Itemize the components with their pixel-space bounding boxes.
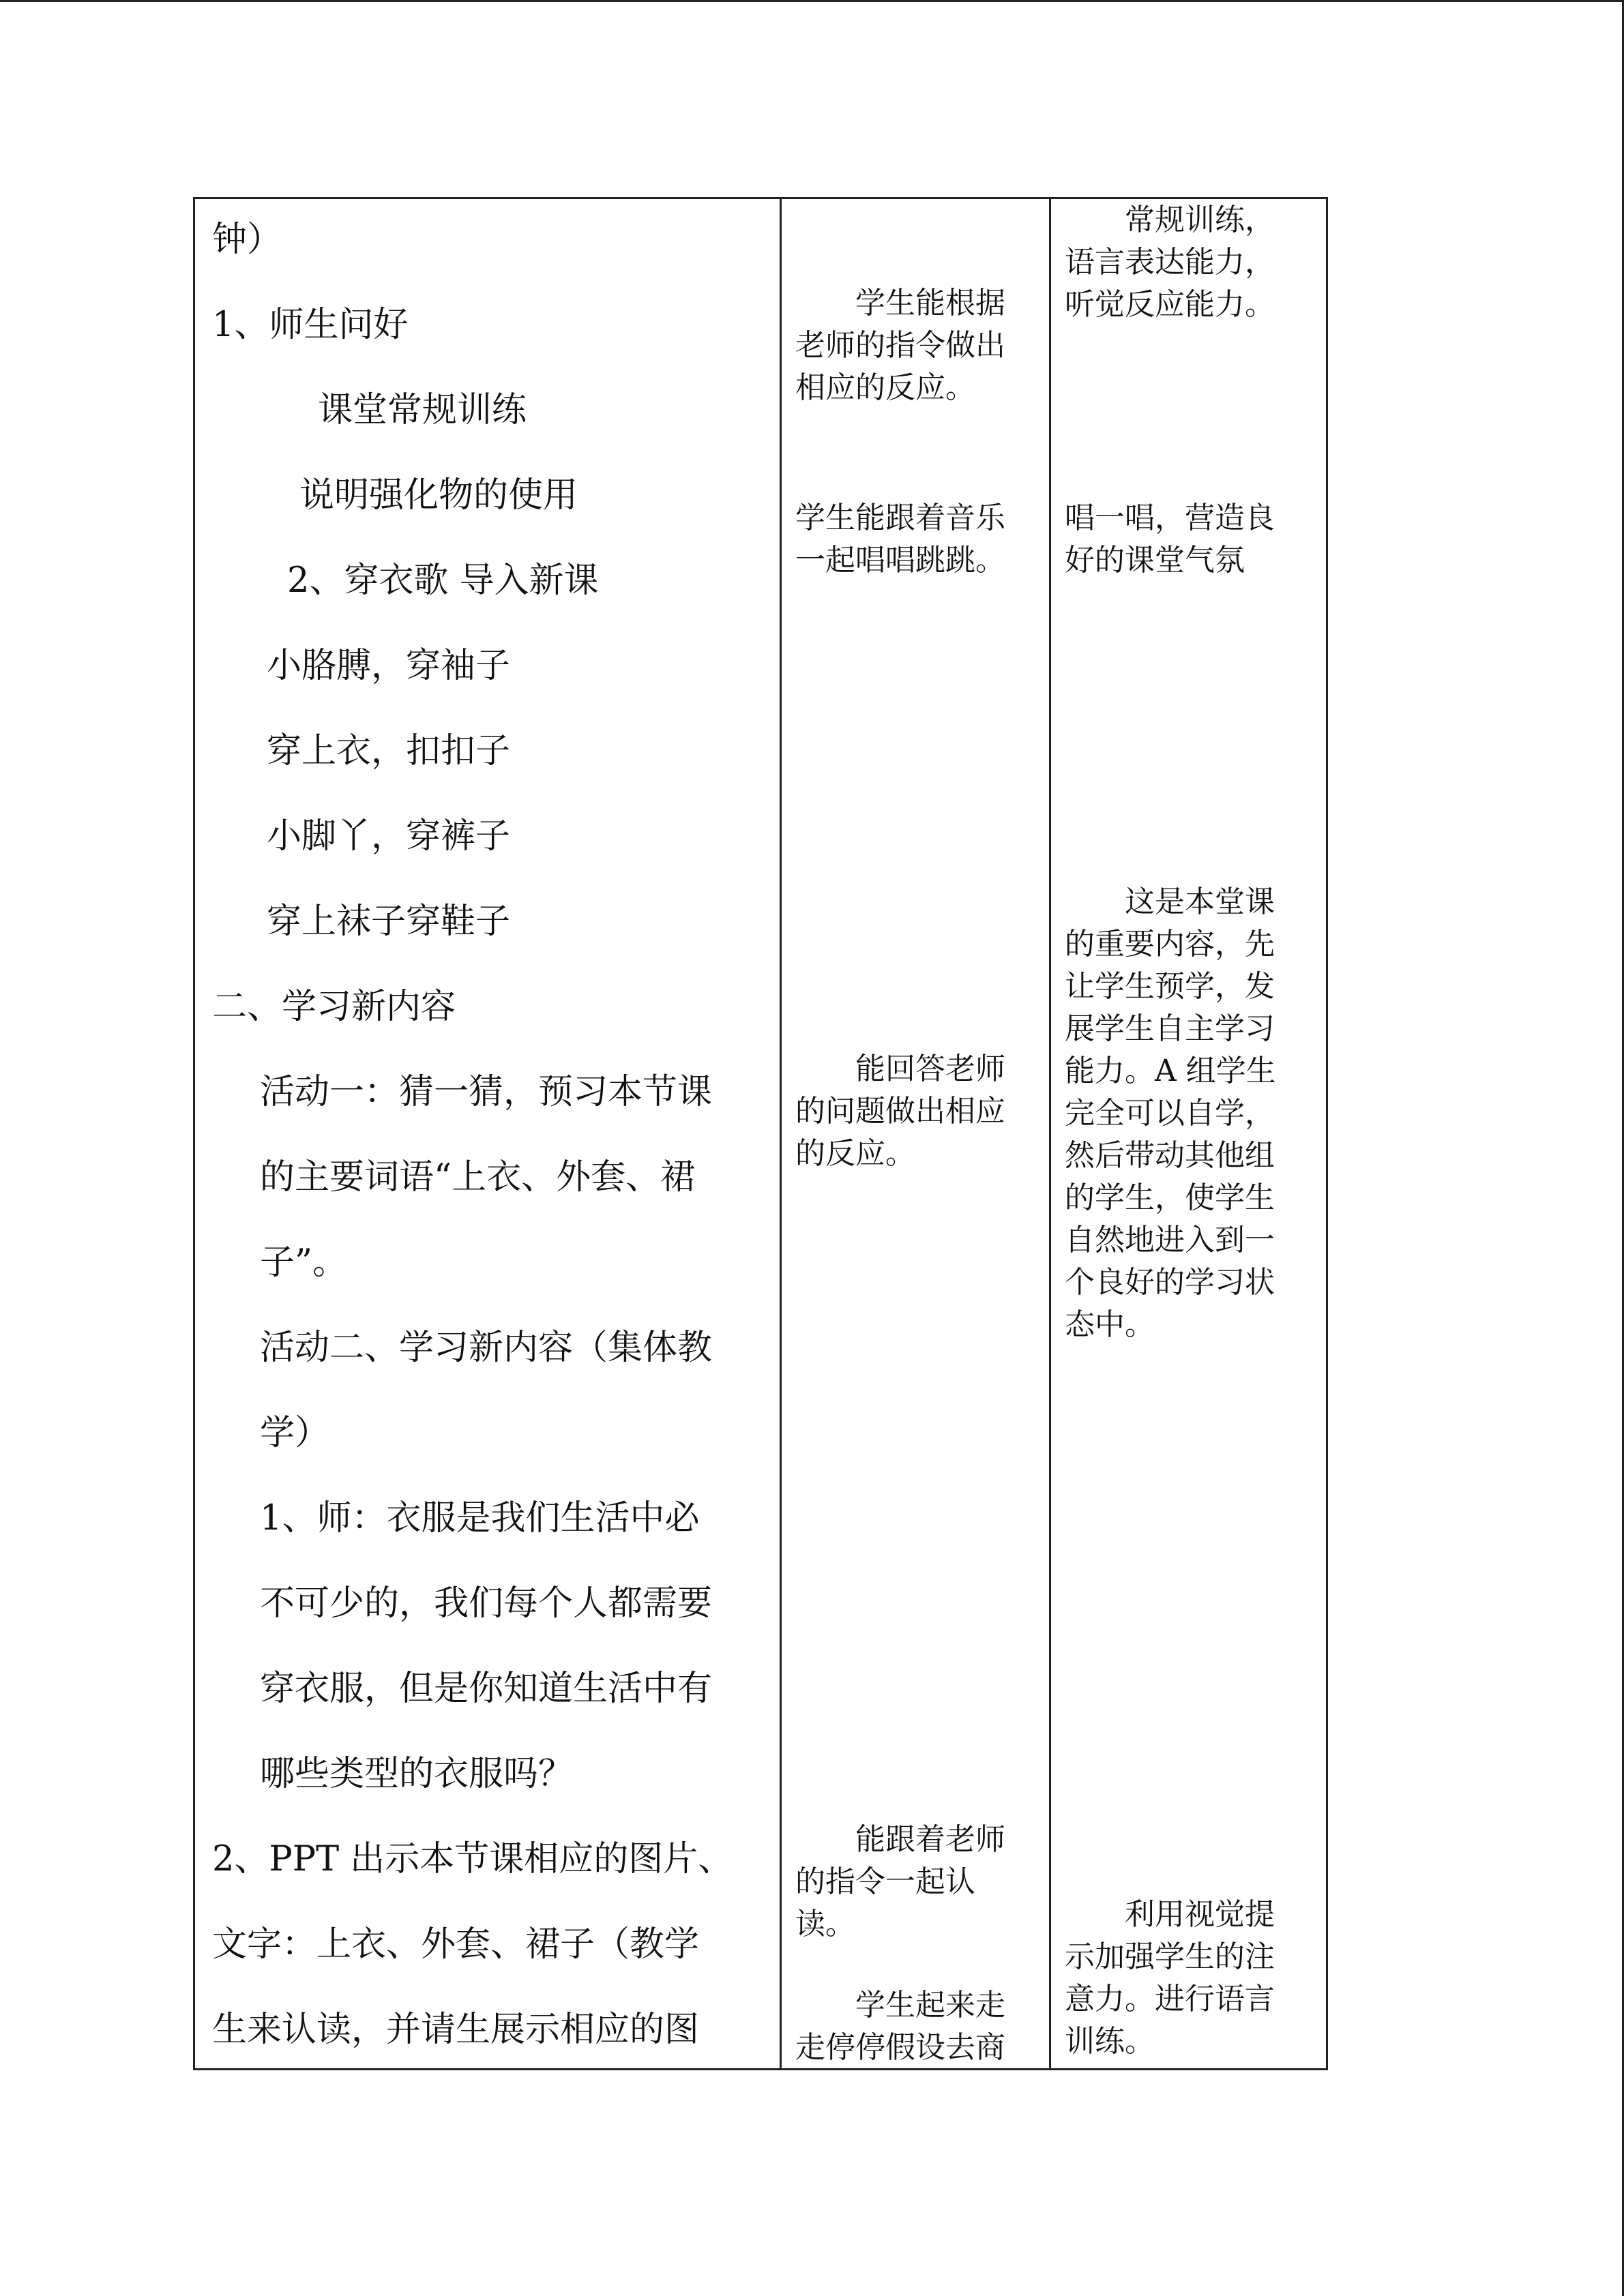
teaching-line: 哪些类型的衣服吗？	[260, 1754, 574, 1794]
teaching-line: 活动一：猜一猜，预习本节课	[260, 1072, 713, 1112]
text-line: 展学生自主学习	[1065, 1011, 1275, 1046]
design-intent-text	[1065, 497, 1275, 582]
student-activity-text	[795, 1819, 1005, 1945]
text-line: 完全可以自学，	[1065, 1096, 1275, 1131]
text-line: 的指令一起认	[795, 1864, 975, 1899]
text-line: 语言表达能力，	[1065, 245, 1275, 280]
teaching-line: 说明强化物的使用	[299, 475, 578, 516]
teaching-line: 二、学习新内容	[212, 987, 456, 1027]
lesson-plan-table	[193, 197, 1328, 2070]
text-line: 让学生预学，发	[1065, 969, 1275, 1004]
teaching-line: 不可少的，我们每个人都需要	[260, 1583, 713, 1624]
text-line: 个良好的学习状	[1065, 1265, 1275, 1300]
design-intent-text	[1065, 199, 1275, 326]
text-line: 的重要内容，先	[1065, 927, 1275, 961]
column-divider-1	[780, 199, 782, 2068]
text-line: 学生起来走	[795, 1988, 1005, 2023]
teaching-line: 2、PPT 出示本节课相应的图片、	[212, 1839, 733, 1879]
text-line: 常规训练，	[1065, 203, 1275, 237]
text-line: 好的课堂气氛	[1065, 543, 1245, 578]
teaching-line: 学）	[260, 1413, 330, 1453]
text-line: 听觉反应能力。	[1065, 287, 1275, 322]
teaching-line: 1、师：衣服是我们生活中必	[260, 1498, 700, 1538]
teaching-line: 小胳膊，穿袖子	[267, 646, 511, 686]
text-line: 示加强学生的注	[1065, 1939, 1275, 1974]
teaching-line: 2、穿衣歌 导入新课	[287, 561, 599, 601]
text-line: 的学生，使学生	[1065, 1180, 1275, 1215]
student-activity-text	[795, 1048, 1005, 1175]
teaching-line: 穿上衣，扣扣子	[267, 731, 511, 771]
text-line: 唱一唱，营造良	[1065, 501, 1275, 535]
teaching-line: 1、师生问好	[212, 305, 409, 345]
text-line: 学生能跟着音乐	[795, 501, 1005, 535]
text-line: 意力。进行语言	[1065, 1982, 1275, 2016]
column-divider-2	[1049, 199, 1051, 2068]
page-edge-top	[0, 0, 1624, 2]
text-line: 老师的指令做出	[795, 328, 1005, 363]
teaching-line: 子”。	[260, 1242, 348, 1283]
student-activity-text	[795, 1984, 1005, 2069]
text-line: 能回答老师	[795, 1052, 1005, 1086]
teaching-line: 的主要词语“上衣、外套、裙	[260, 1157, 696, 1197]
student-activity-text	[795, 497, 1005, 582]
teaching-line: 活动二、学习新内容（集体教	[260, 1328, 713, 1368]
text-line: 能力。A 组学生	[1065, 1054, 1276, 1088]
design-intent-text	[1065, 881, 1276, 1346]
text-line: 自然地进入到一	[1065, 1223, 1275, 1257]
student-activity-text	[795, 282, 1005, 409]
teaching-line: 小脚丫，穿裤子	[267, 816, 511, 856]
text-line: 相应的反应。	[795, 370, 975, 405]
teaching-line: 文字：上衣、外套、裙子（教学	[212, 1924, 700, 1965]
design-intent-text	[1065, 1894, 1275, 2063]
text-line: 学生能根据	[795, 286, 1005, 320]
text-line: 利用视觉提	[1065, 1897, 1275, 1932]
text-line: 然后带动其他组	[1065, 1138, 1275, 1173]
text-line: 态中。	[1065, 1307, 1155, 1342]
teaching-line: 钟）	[212, 220, 282, 260]
text-line: 走停停假设去商	[795, 2030, 1005, 2065]
text-line: 的反应。	[795, 1136, 915, 1171]
text-line: 能跟着老师	[795, 1822, 1005, 1857]
text-line: 一起唱唱跳跳。	[795, 543, 1005, 578]
text-line: 的问题做出相应	[795, 1094, 1005, 1129]
teaching-line: 穿上袜子穿鞋子	[267, 901, 511, 942]
text-line: 训练。	[1065, 2024, 1155, 2059]
text-line: 读。	[795, 1907, 855, 1941]
text-line: 这是本堂课	[1065, 884, 1275, 919]
teaching-line: 生来认读，并请生展示相应的图	[212, 2010, 700, 2050]
teaching-line: 穿衣服，但是你知道生活中有	[260, 1669, 713, 1709]
teaching-line: 课堂常规训练	[318, 390, 527, 430]
